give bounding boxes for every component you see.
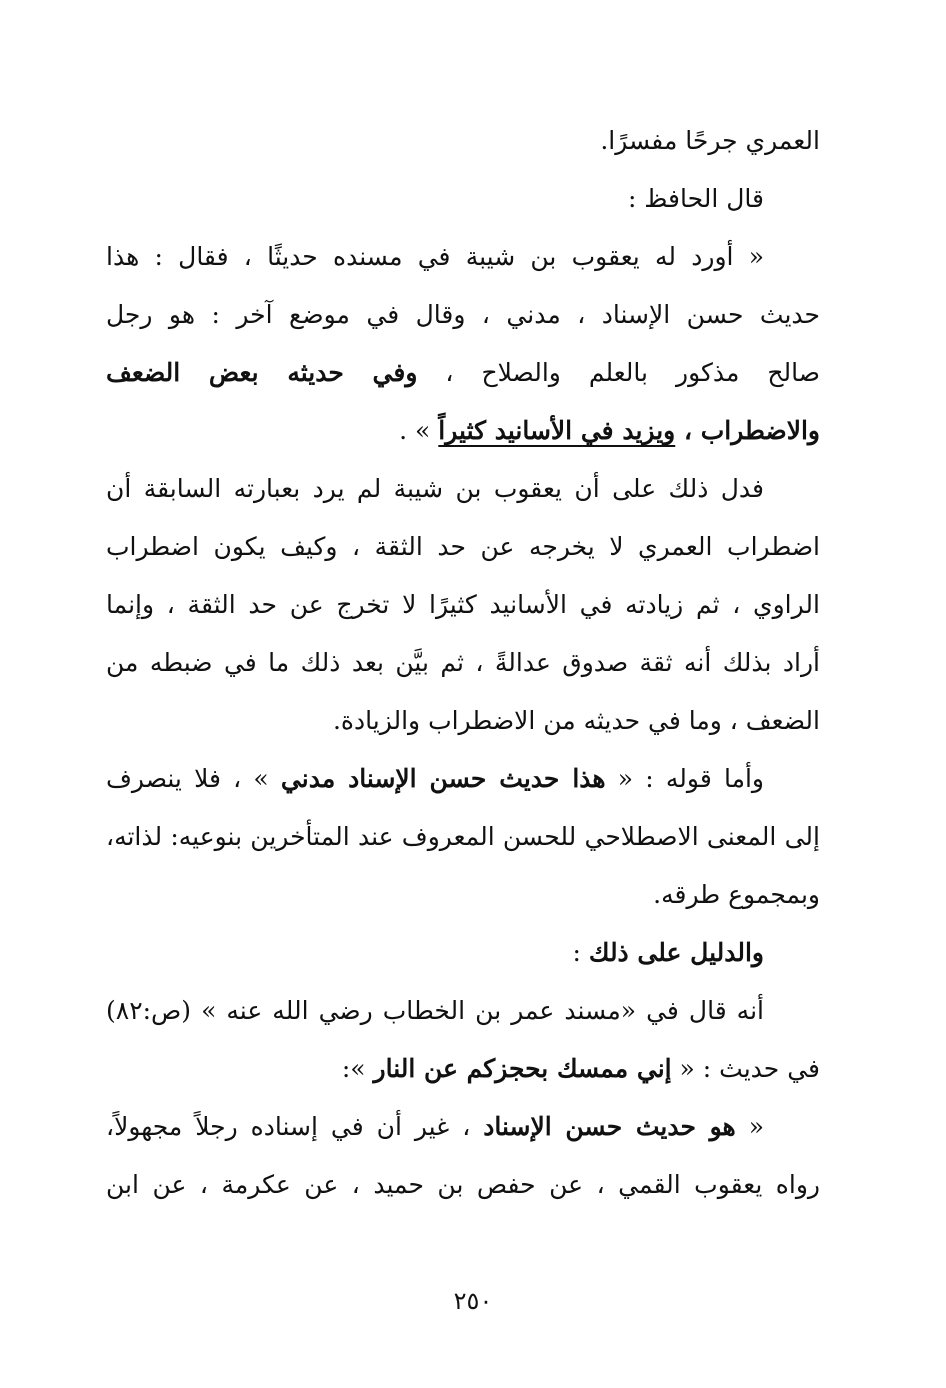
text-line: أراد بذلك أنه ثقة صدوق عدالةً ، ثم بيَّن بعد ذلك ما في ضبطه من [106, 648, 820, 677]
text-line: الضعف ، وما في حديثه من الاضطراب والزيادة. [332, 706, 820, 735]
text-run: » ، فلا ينصرف [106, 764, 281, 793]
bold-text-run: وفي حديثه بعض الضعف [106, 358, 418, 387]
text-run: « [735, 1112, 764, 1141]
text-line: أنه قال في «مسند عمر بن الخطاب رضي الله عنه » (ص:٨٢) [106, 996, 764, 1025]
text-line [106, 750, 820, 808]
text-line: « أورد له يعقوب بن شيبة في مسنده حديثًا ، فقال : هذا [106, 242, 764, 271]
text-run: : [572, 938, 589, 967]
bold-text-run: والاضطراب ، [675, 416, 820, 445]
text-run: ، غير أن في إسناده رجلاً مجهولاً، [106, 1112, 484, 1141]
bold-text-run: إني ممسك بحجزكم عن النار [373, 1054, 672, 1083]
text-line [106, 344, 820, 402]
text-line [106, 402, 820, 460]
text-line: حديث حسن الإسناد ، مدني ، وقال في موضع آخر : هو رجل [106, 300, 820, 329]
subheading-line [106, 924, 820, 982]
text-line: رواه يعقوب القمي ، عن حفص بن حميد ، عن عكرمة ، عن ابن [106, 1170, 820, 1199]
text-line [106, 1040, 820, 1098]
text-line: الراوي ، ثم زيادته في الأسانيد كثيرًا لا تخرج عن حد الثقة ، وإنما [106, 590, 820, 619]
text-run: »: [341, 1054, 374, 1083]
text-run: وأما قوله : « [605, 764, 764, 793]
text-line: إلى المعنى الاصطلاحي للحسن المعروف عند المتأخرين بنوعيه: لذاته، [106, 822, 820, 851]
text-run: صالح مذكور بالعلم والصلاح ، [417, 358, 820, 387]
text-line: وبمجموع طرقه. [653, 880, 820, 909]
text-line: قال الحافظ : [627, 184, 764, 213]
bold-text-run: هو حديث حسن الإسناد [483, 1112, 736, 1141]
text-line: اضطراب العمري لا يخرجه عن حد الثقة ، وكيف يكون اضطراب [106, 532, 820, 561]
text-run: في حديث : « [671, 1054, 820, 1083]
text-run: » . [399, 416, 439, 445]
text-line [106, 1098, 820, 1156]
underlined-bold-text-run: ويزيد في الأسانيد كثيراً [438, 416, 676, 445]
bold-text-run: هذا حديث حسن الإسناد مدني [280, 764, 606, 793]
page-number: ٢٥٠ [453, 1287, 493, 1315]
page-body [106, 112, 820, 1214]
text-line: العمري جرحًا مفسرًا. [600, 126, 820, 155]
text-line: فدل ذلك على أن يعقوب بن شيبة لم يرد بعبارته السابقة أن [106, 474, 764, 503]
subheading: والدليل على ذلك [588, 938, 764, 967]
